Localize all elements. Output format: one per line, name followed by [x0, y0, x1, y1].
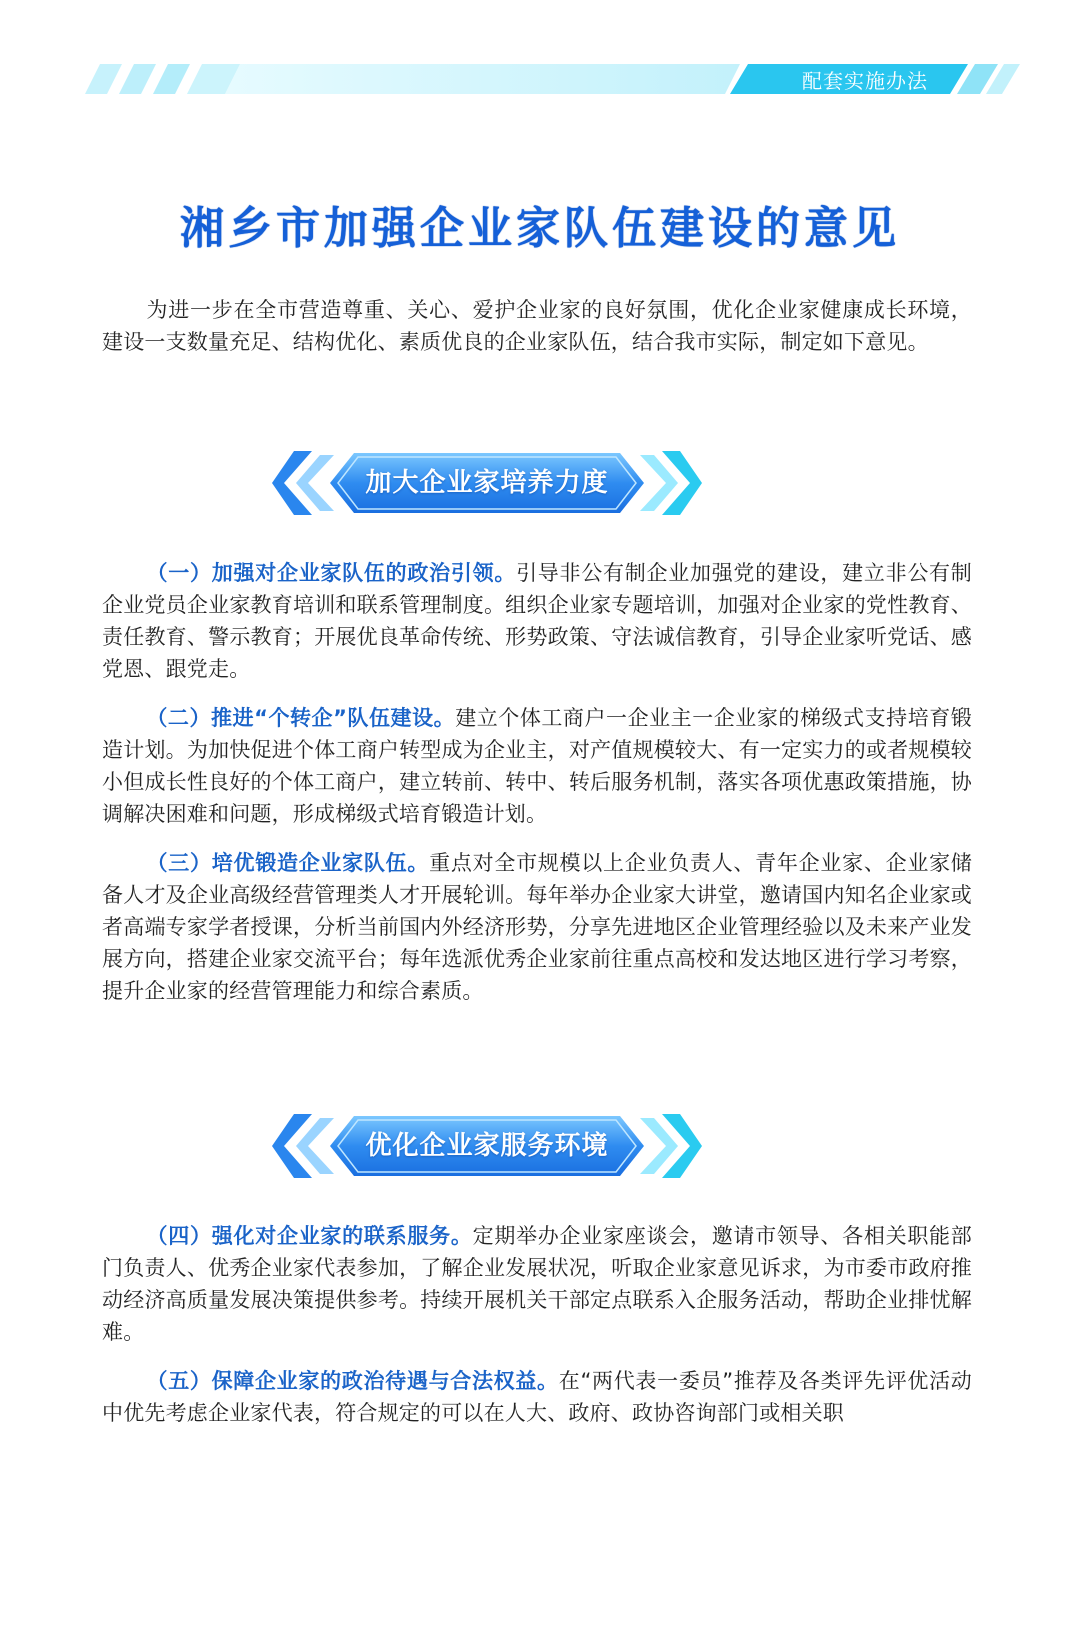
item-body: 建立个体工商户一企业主一企业家的梯级式支持培育锻造计划。为加快促进个体工商户转型成为企业主，对产值规模较大、有一定实力的或者规模较小但成长性良好的个体工商户，建立转前、转中、转后服务机制，落实各项优惠政策措施，协调解决困难和问题，形成梯级式培育锻造计划。 — [102, 706, 972, 826]
item-paragraph — [102, 702, 972, 830]
section-heading-1: 加大企业家培养力度 — [365, 468, 609, 498]
item-lead: （五）保障企业家的政治待遇与合法权益。 — [146, 1369, 559, 1393]
item-body: 定期举办企业家座谈会，邀请市领导、各相关职能部门负责人、优秀企业家代表参加，了解企业发展状况，听取企业家意见诉求，为市委市政府推动经济高质量发展决策提供参考。持续开展机关干部定点联系入企服务活动，帮助企业排忧解难。 — [102, 1224, 972, 1344]
intro-text: 为进一步在全市营造尊重、关心、爱护企业家的良好氛围，优化企业家健康成长环境，建设一支数量充足、结构优化、素质优良的企业家队伍，结合我市实际，制定如下意见。 — [102, 298, 972, 354]
item-body: 在“两代表一委员”推荐及各类评先评优活动中优先考虑企业家代表，符合规定的可以在人大、政府、政协咨询部门或相关职 — [102, 1369, 972, 1425]
header-band — [0, 0, 1080, 110]
item-lead: （三）培优锻造企业家队伍。 — [146, 851, 430, 875]
item-paragraph — [102, 557, 972, 685]
item-body: 重点对全市规模以上企业负责人、青年企业家、企业家储备人才及企业高级经营管理类人才开展轮训。每年举办企业家大讲堂，邀请国内知名企业家或者高端专家学者授课，分析当前国内外经济形势，分享先进地区企业管理经验以及未来产业发展方向，搭建企业家交流平台；每年选派优秀企业家前往重点高校和发达地区进行学习考察，提升企业家的经营管理能力和综合素质。 — [102, 851, 973, 1003]
item-lead: （二）推进“个转企”队伍建设。 — [146, 706, 456, 730]
item-body: 引导非公有制企业加强党的建设，建立非公有制企业党员企业家教育培训和联系管理制度。组织企业家专题培训，加强对企业家的党性教育、责任教育、警示教育；开展优良革命传统、形势政策、守法诚信教育，引导企业家听党话、感党恩、跟党走。 — [102, 561, 972, 681]
section-heading-2: 优化企业家服务环境 — [365, 1131, 609, 1161]
item-lead: （一）加强对企业家队伍的政治引领。 — [146, 561, 517, 585]
item-paragraph — [102, 1365, 972, 1429]
item-paragraph — [102, 1220, 972, 1348]
page-title: 湘乡市加强企业家队伍建设的意见 — [180, 203, 900, 254]
section-banner-2 — [272, 1106, 702, 1186]
section-banner-1 — [272, 443, 702, 523]
header-section-label: 配套实施办法 — [802, 69, 928, 93]
intro-paragraph — [102, 294, 972, 358]
item-paragraph — [102, 847, 972, 1007]
item-lead: （四）强化对企业家的联系服务。 — [146, 1224, 473, 1248]
